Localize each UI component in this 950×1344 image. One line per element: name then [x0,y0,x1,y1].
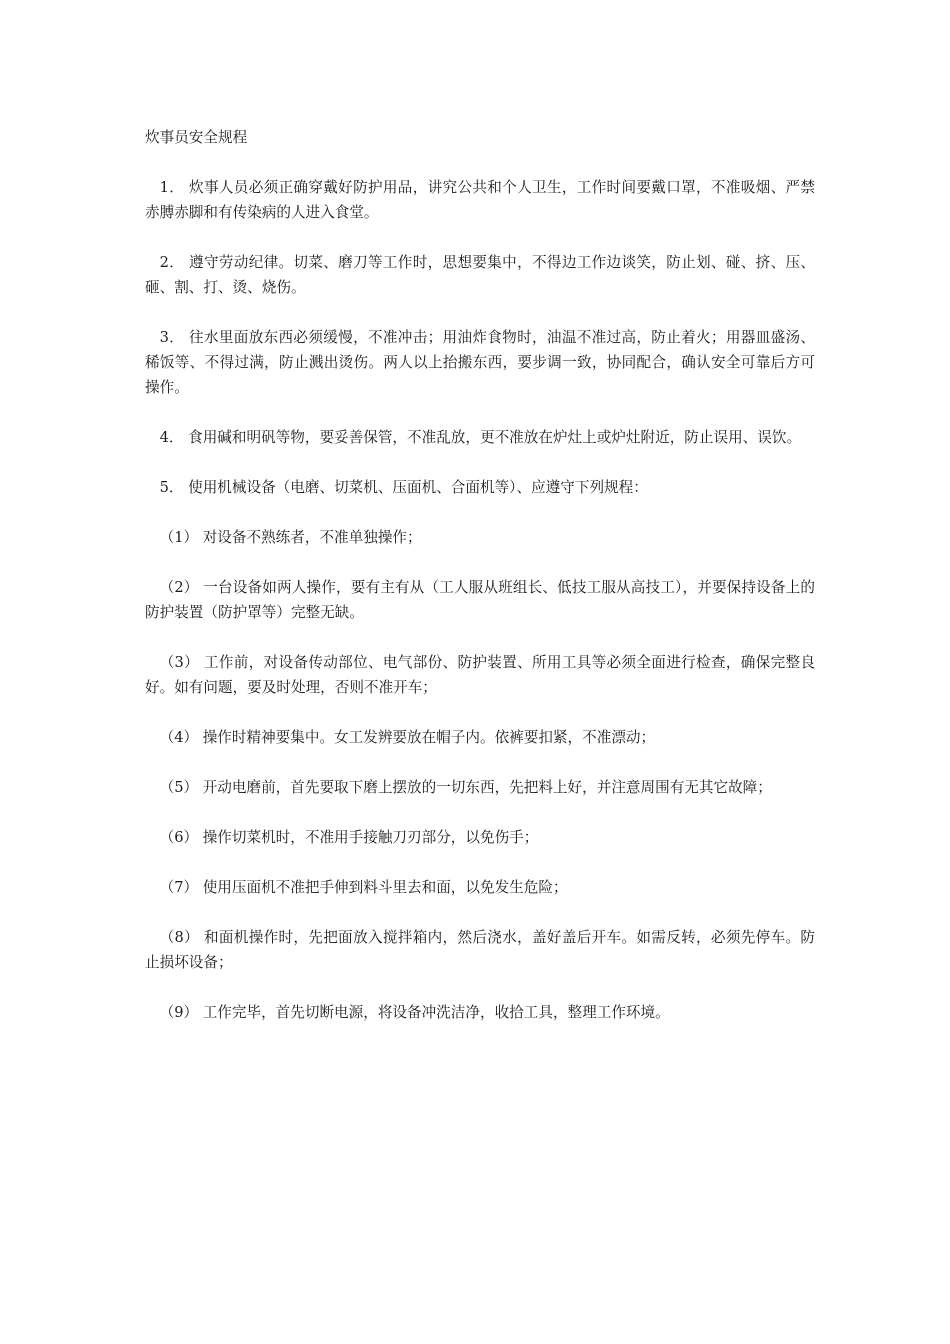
sub-rule-3: （3） 工作前，对设备传动部位、电气部份、防护装置、所用工具等必须全面进行检查，确保完整良好。如有问题，要及时处理，否则不准开车； [145,654,815,696]
paragraph-2: 2． 遵守劳动纪律。切菜、磨刀等工作时，思想要集中，不得边工作边谈笑，防止划、碰、挤、压、砸、割、打、烫、烧伤。 [145,254,815,296]
sub-rule-4: （4） 操作时精神要集中。女工发辨要放在帽子内。依裤要扣紧，不准漂动； [159,729,656,746]
document-title: 炊事员安全规程 [145,129,248,146]
sub-rule-8: （8） 和面机操作时，先把面放入搅拌箱内，然后浇水，盖好盖后开车。如需反转，必须先停车。防止损坏设备； [145,929,815,971]
paragraph-3: 3． 往水里面放东西必须缓慢，不准冲击；用油炸食物时，油温不准过高，防止着火；用器皿盛汤、稀饭等、不得过满，防止溅出烫伤。两人以上抬搬东西，要步调一致，协同配合，确认安全可靠后方可操作。 [145,329,815,396]
paragraph-4: 4． 食用碱和明矾等物，要妥善保管，不准乱放，更不准放在炉灶上或炉灶附近，防止误用、误饮。 [159,429,802,446]
sub-rule-9: （9） 工作完毕，首先切断电源，将设备冲洗洁净，收拾工具，整理工作环境。 [159,1004,670,1021]
paragraph-1: 1． 炊事人员必须正确穿戴好防护用品，讲究公共和个人卫生，工作时间要戴口罩，不准吸烟、严禁赤膊赤脚和有传染病的人进入食堂。 [145,179,815,221]
paragraph-5: 5． 使用机械设备（电磨、切菜机、压面机、合面机等）、应遵守下列规程： [159,479,648,496]
sub-rule-1: （1） 对设备不熟练者，不准单独操作； [159,529,422,546]
sub-rule-5: （5） 开动电磨前，首先要取下磨上摆放的一切东西，先把料上好，并注意周围有无其它故障； [159,779,772,796]
sub-rule-7: （7） 使用压面机不准把手伸到料斗里去和面，以免发生危险； [159,879,568,896]
document-body [145,125,815,1025]
sub-rule-6: （6） 操作切菜机时，不准用手接触刀刃部分，以免伤手； [159,829,539,846]
sub-rule-2: （2） 一台设备如两人操作，要有主有从（工人服从班组长、低技工服从高技工），并要保持设备上的防护装置（防护罩等）完整无缺。 [145,579,815,621]
